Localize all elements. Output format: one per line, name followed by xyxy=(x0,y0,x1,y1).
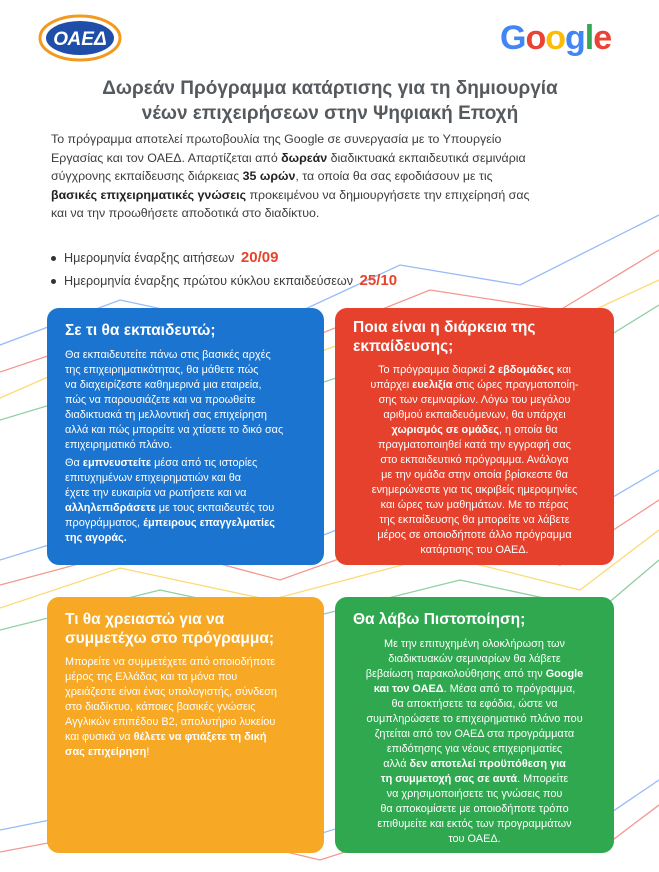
google-letter-o1: o xyxy=(525,19,546,57)
google-letter-l: l xyxy=(584,19,594,57)
card-line xyxy=(65,730,310,745)
bullet-date: 25/10 xyxy=(359,272,398,289)
card-bold: θέλετε να φτιάξετε τη δική xyxy=(133,731,267,743)
card-line xyxy=(65,456,310,471)
card-text: με τους εκπαιδευτές του xyxy=(155,502,275,514)
google-letter-o2: o xyxy=(545,19,566,57)
card-bold: δεν αποτελεί προϋπόθεση για xyxy=(409,758,566,770)
card-line: αριθμού εκπαιδευόμενων, θα υπάρχει xyxy=(383,409,566,421)
card-bold: αλληλεπιδράσετε xyxy=(65,502,156,514)
card-body xyxy=(349,637,600,847)
google-letter-g: G xyxy=(500,19,526,57)
card-text: αλλά xyxy=(383,758,410,770)
card-paragraph xyxy=(65,456,310,546)
intro-text: σύγχρονης εκπαίδευσης διάρκειας xyxy=(51,169,243,183)
card-text: . Μπορείτε xyxy=(517,773,569,785)
card-body xyxy=(349,363,600,558)
oaed-logo xyxy=(38,14,122,62)
bullet-text: Ημερομηνία έναρξης αιτήσεων xyxy=(64,251,235,265)
card-line: συμπληρώσετε το επιχειρηματικό πλάνο που xyxy=(366,713,583,725)
intro-bold: βασικές επιχειρηματικές γνώσεις xyxy=(51,187,247,202)
card-line xyxy=(349,682,600,697)
card-bold: χωρισμός σε ομάδες xyxy=(391,424,499,436)
card-line: Θα εκπαιδευτείτε πάνω στις βασικές αρχές xyxy=(65,349,271,361)
card-bold: ευελιξία xyxy=(412,379,453,391)
card-text: . Μέσα από το πρόγραμμα, xyxy=(443,683,576,695)
card-certification xyxy=(335,597,614,853)
card-line: διαδικτυακών σεμιναρίων θα λάβετε xyxy=(388,653,561,665)
card-line xyxy=(65,531,310,546)
intro-bold: 35 ωρών xyxy=(242,169,296,183)
card-training-topics xyxy=(47,308,324,565)
intro-text: προκειμένου να δημιουργήσετε την επιχείρησή σας xyxy=(246,187,530,202)
intro-line xyxy=(51,149,613,168)
card-line xyxy=(65,745,310,760)
card-line xyxy=(349,667,600,682)
title-line-2: νέων επιχειρήσεων στην Ψηφιακή Εποχή xyxy=(141,103,519,124)
card-line: της εκπαίδευσης θα μπορείτε να λάβετε xyxy=(379,514,570,526)
intro-text: , τα οποία θα σας εφοδιάσουν με τις xyxy=(295,169,493,183)
card-line: διαδικτυακά τη μελλοντική σας επιχείρηση xyxy=(65,409,267,421)
google-logo xyxy=(500,18,611,58)
list-item xyxy=(51,269,613,292)
card-line: μέρος σε οποιοδήποτε άλλο πρόγραμμα xyxy=(377,529,572,541)
card-title-line: Ποια είναι η διάρκεια της xyxy=(353,319,536,336)
card-line xyxy=(349,378,600,393)
card-paragraph xyxy=(65,348,310,453)
bullet-dot-icon xyxy=(51,256,56,261)
dates-list xyxy=(51,246,613,292)
card-title: Θα λάβω Πιστοποίηση; xyxy=(353,611,526,628)
card-bold: 2 εβδομάδες xyxy=(488,364,554,376)
card-bold: και τον ΟΑΕΔ xyxy=(373,683,444,695)
card-title xyxy=(349,318,600,356)
card-line: κατάρτισης του ΟΑΕΔ. xyxy=(420,544,529,556)
card-bold: σας επιχείρηση xyxy=(65,746,147,758)
card-line xyxy=(349,363,600,378)
intro-paragraph xyxy=(51,130,613,223)
card-line: στο διαδίκτυο, κάποιες βασικές γνώσεις xyxy=(65,701,256,713)
card-bold: εμπνευστείτε xyxy=(82,457,152,469)
card-line: ζητείται από τον ΟΑΕΔ στα προγράμματα xyxy=(374,728,575,740)
card-line: επιχειρηματικό πλάνο. xyxy=(65,439,173,451)
bullet-dot-icon xyxy=(51,279,56,284)
card-line: να διαχειρίζεστε καθημερινά μια εταιρεία, xyxy=(65,379,262,391)
card-line: θα αποκομίσετε με οποιοδήποτε τρόπο xyxy=(380,803,569,815)
page-title xyxy=(30,76,630,126)
card-text: ! xyxy=(146,746,150,758)
card-body xyxy=(61,348,310,546)
card-line: ενημερώνεστε για τις ακριβείς ημερομηνίες xyxy=(371,484,578,496)
card-line: χρειάζεστε είναι ένας υπολογιστής, σύνδεση xyxy=(65,686,277,698)
title-line-1: Δωρεάν Πρόγραμμα κατάρτισης για τη δημιουργία xyxy=(102,78,558,99)
card-text: και xyxy=(553,364,571,376)
card-text: Θα xyxy=(65,457,83,469)
card-bold: της αγοράς. xyxy=(65,532,127,544)
card-line: επιδότησης για νέους επιχειρηματίες xyxy=(386,743,563,755)
intro-line xyxy=(51,186,613,205)
svg-text:ΟΑΕΔ: ΟΑΕΔ xyxy=(53,29,107,50)
card-text: στις ώρες πραγματοποίη- xyxy=(452,379,579,391)
card-line: επιθυμείτε και εκτός των προγραμμάτων xyxy=(377,818,572,830)
intro-line: και να την προωθήσετε αποδοτικά στο διαδίκτυο. xyxy=(51,206,320,220)
card-text: βεβαίωση παρακολούθησης από την xyxy=(365,668,546,680)
card-line: έχετε την ευκαιρία να ρωτήσετε και να xyxy=(65,487,247,499)
card-line: θα αποκτήσετε τα εφόδια, ώστε να xyxy=(391,698,558,710)
card-requirements xyxy=(47,597,324,853)
google-letter-g2: g xyxy=(565,19,585,57)
card-line: Μπορείτε να συμμετέχετε από οποιοδήποτε xyxy=(65,656,276,668)
card-line: Με την επιτυχημένη ολοκλήρωση των xyxy=(384,638,565,650)
card-text: υπάρχει xyxy=(370,379,413,391)
card-line xyxy=(349,757,600,772)
card-line xyxy=(65,516,310,531)
card-line: να χρησιμοποιήσετε τις γνώσεις που xyxy=(386,788,563,800)
intro-text: διαδικτυακά εκπαιδευτικά σεμινάρια xyxy=(327,150,526,165)
card-line: στο εκπαιδευτικό πρόγραμμα. Ανάλογα xyxy=(380,454,569,466)
card-title-line: εκπαίδευσης; xyxy=(353,338,454,355)
card-text: μέσα από τις ιστορίες xyxy=(151,457,258,469)
card-line xyxy=(65,501,310,516)
card-text: , η οποία θα xyxy=(499,424,558,436)
card-line: με την ομάδα στην οποία βρίσκεστε θα xyxy=(381,469,568,481)
card-line: της επιχειρηματικότητας, θα μάθετε πώς xyxy=(65,364,259,376)
card-body xyxy=(61,655,310,760)
card-line: του ΟΑΕΔ. xyxy=(448,833,501,845)
bullet-text: Ημερομηνία έναρξης πρώτου κύκλου εκπαιδεύσεων xyxy=(64,274,354,288)
intro-line: Το πρόγραμμα αποτελεί πρωτοβουλία της Google σε συνεργασία με το Υπουργείο xyxy=(51,132,502,146)
bullet-date: 20/09 xyxy=(240,249,279,266)
card-line xyxy=(349,772,600,787)
intro-text: Εργασίας και τον ΟΑΕΔ. Απαρτίζεται από xyxy=(51,150,282,165)
card-line: σης των σεμιναρίων. Λόγω του μεγάλου xyxy=(378,394,571,406)
card-line: και ώρες των μαθημάτων. Με το πέρας xyxy=(380,499,569,511)
card-title: Σε τι θα εκπαιδευτώ; xyxy=(65,322,216,339)
card-title-line: Τι θα χρειαστώ για να xyxy=(65,611,225,628)
card-line: πώς να παρουσιάζετε και να προωθείτε xyxy=(65,394,256,406)
list-item xyxy=(51,246,613,269)
card-text: και φυσικά να xyxy=(65,731,134,743)
google-letter-e: e xyxy=(593,19,612,57)
card-line: Αγγλικών επιπέδου Β2, απολυτήριο λυκείου xyxy=(65,716,276,728)
intro-line xyxy=(51,167,613,186)
card-line xyxy=(349,423,600,438)
card-line: αλλά και πώς μπορείτε να χτίσετε το δικό σας xyxy=(65,424,284,436)
card-bold: Google xyxy=(545,668,584,680)
card-line: πραγματοποιηθεί κατά την εγγραφή σας xyxy=(378,439,571,451)
card-title-line: συμμετέχω στο πρόγραμμα; xyxy=(65,630,275,647)
card-duration xyxy=(335,308,614,565)
card-line: επιτυχημένων επιχειρηματιών και θα xyxy=(65,472,242,484)
card-bold: έμπειρους επαγγελματίες xyxy=(143,517,275,529)
card-bold: τη συμμετοχή σας σε αυτά xyxy=(380,773,518,785)
intro-bold: δωρεάν xyxy=(281,150,328,165)
card-text: προγράμματος, xyxy=(65,517,144,529)
card-title xyxy=(61,610,310,648)
card-text: Το πρόγραμμα διαρκεί xyxy=(378,364,489,376)
card-line: μέρος της Ελλάδας και τα μόνα που xyxy=(65,671,238,683)
